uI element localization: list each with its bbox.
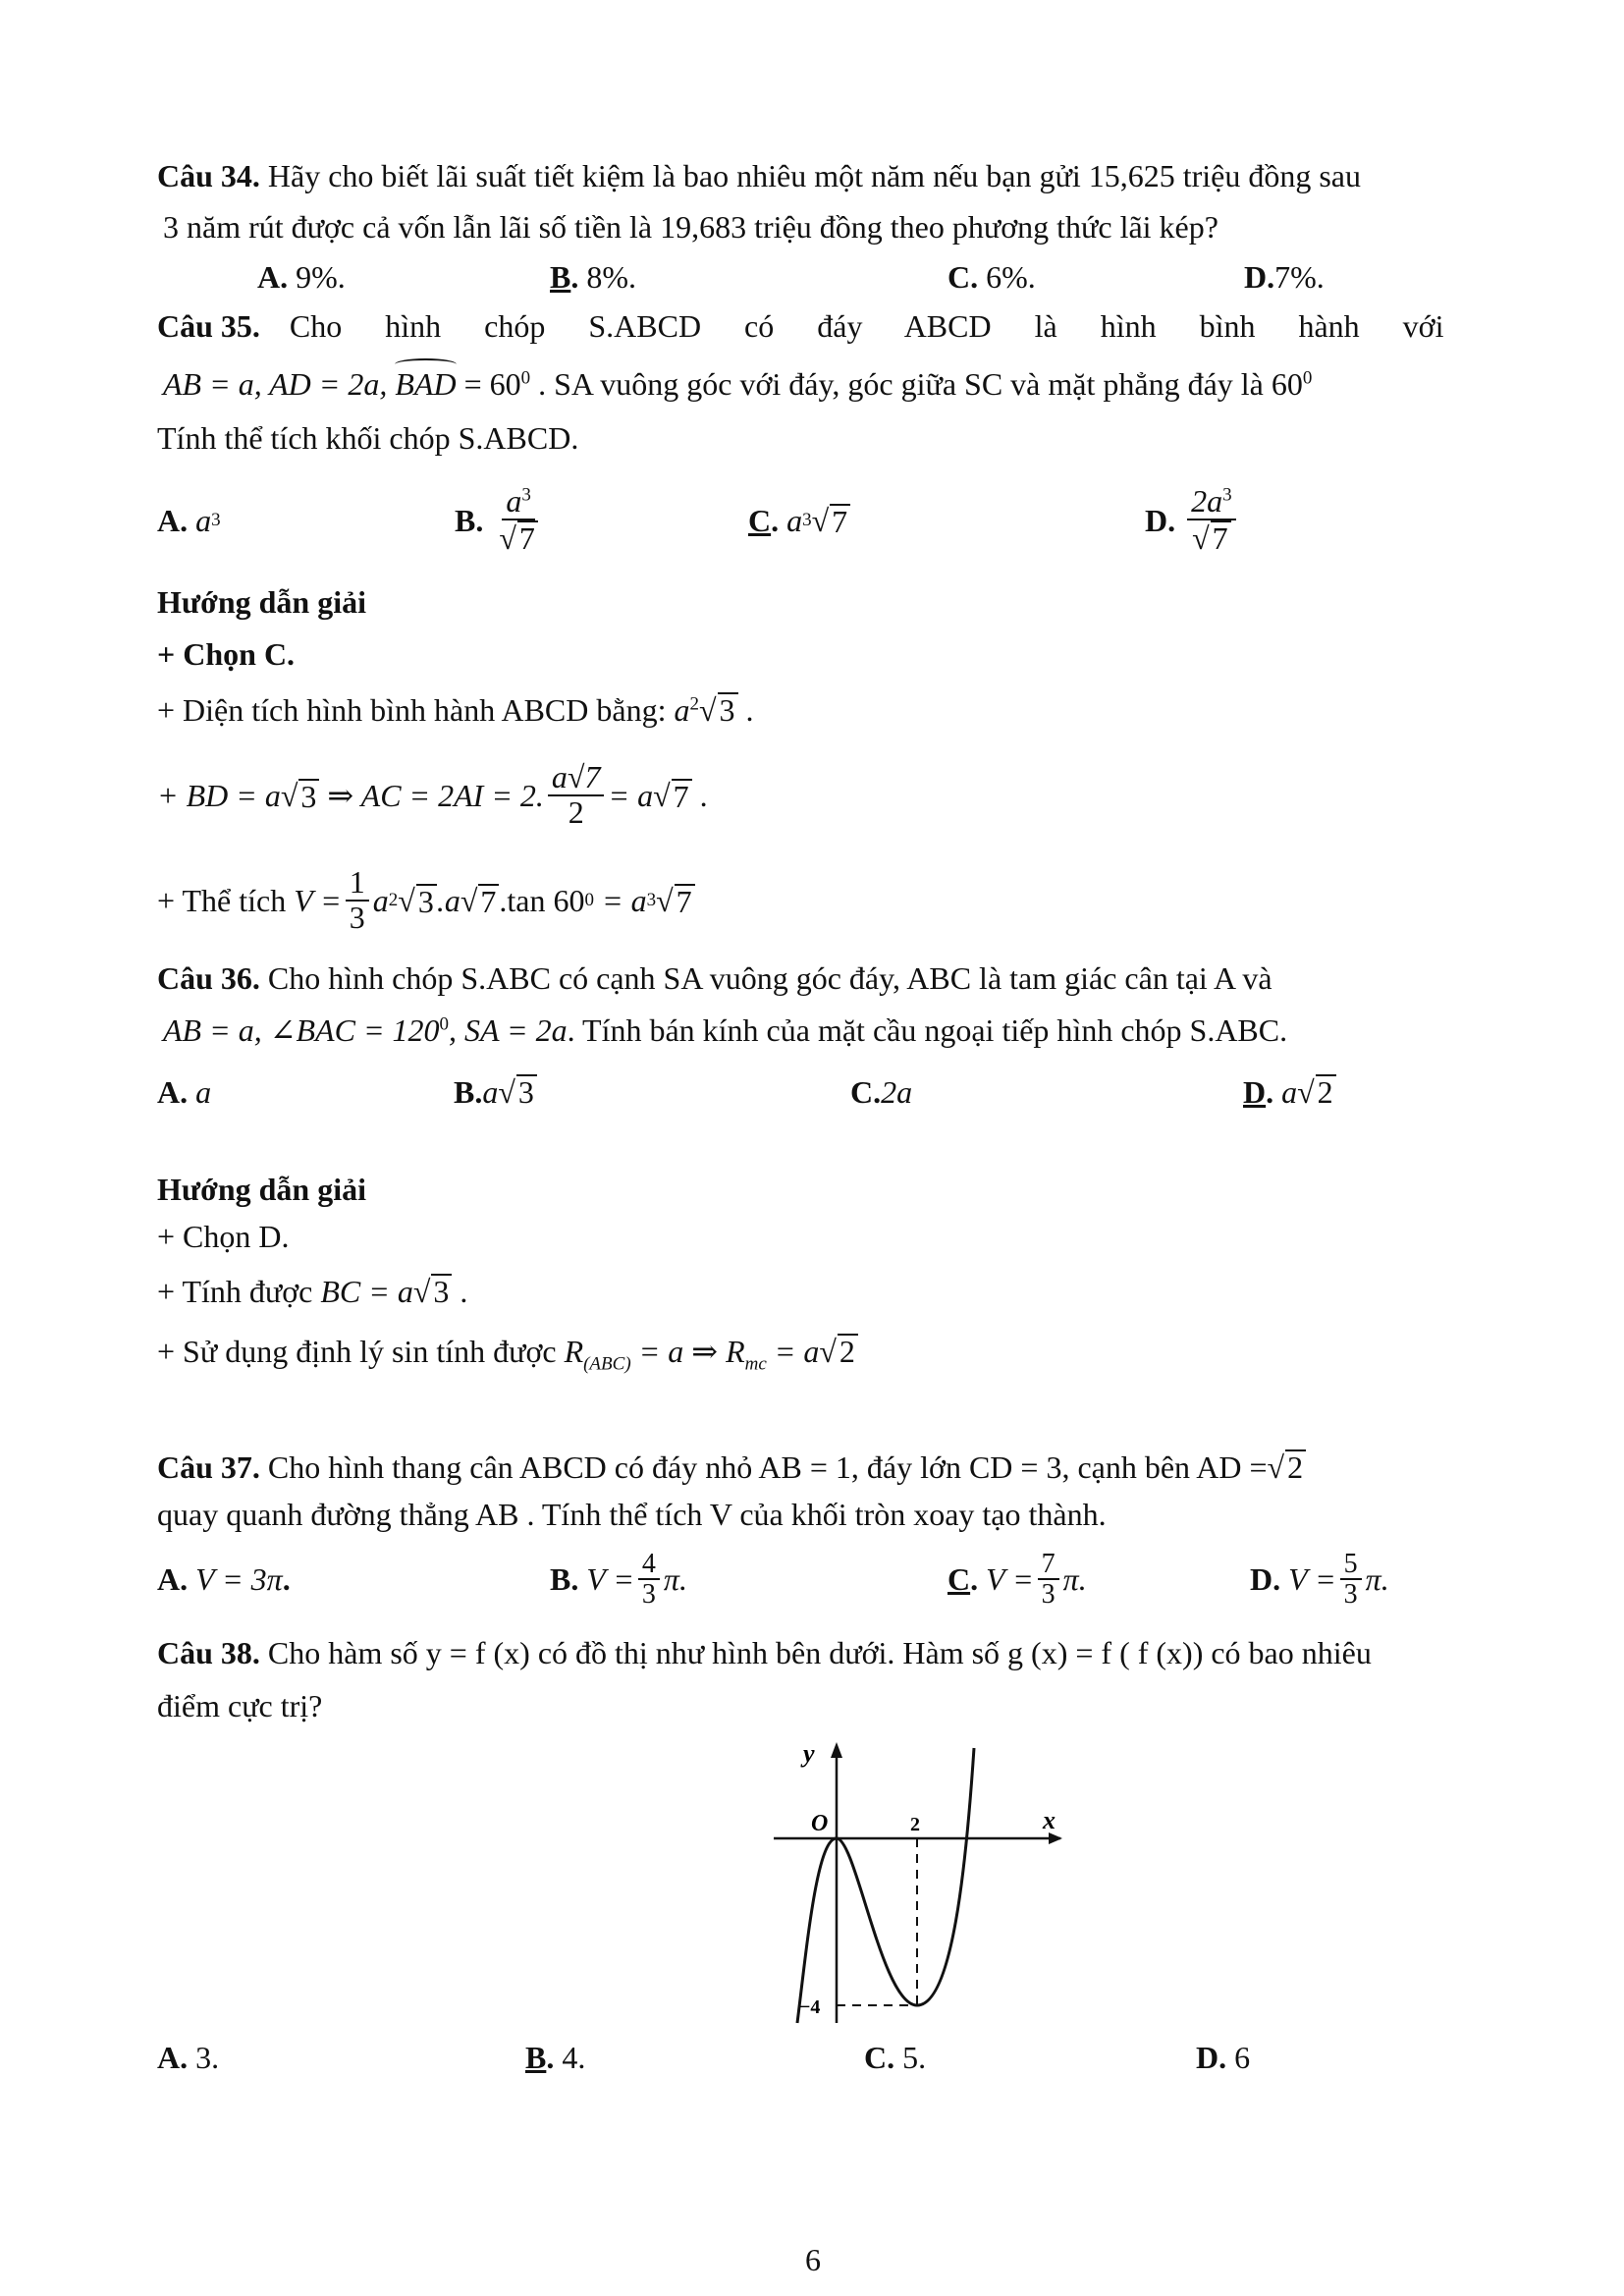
q35-step1: + Diện tích hình bình hành ABCD bằng: $a^2√3$ . bbox=[157, 692, 754, 728]
q34-option-a: A. 9%. bbox=[257, 259, 346, 295]
q34-option-d: D.7%. bbox=[1244, 259, 1325, 295]
q37-line1: Câu 37. Cho hình thang cân ABCD có đáy nhỏ AB = 1, đáy lớn CD = 3, cạnh bên AD =√2 bbox=[157, 1449, 1306, 1486]
q38-option-c: C. 5. bbox=[864, 2040, 927, 2075]
q36-label: Câu 36. bbox=[157, 960, 260, 996]
q35-guide-title: Hướng dẫn giải bbox=[157, 584, 366, 620]
y-tick-label: −4 bbox=[799, 1996, 821, 2018]
q35-option-a: A. a 3 bbox=[157, 502, 221, 538]
q37-option-a: A. V = 3π . bbox=[157, 1560, 291, 1597]
q35-option-c: C . a 3 √ 7 bbox=[748, 471, 850, 570]
q38-option-b: B. 4. bbox=[525, 2040, 586, 2075]
q35-option-b-fraction: $\frac{a^3}{√7}$ bbox=[495, 485, 542, 555]
q35-step2: + BD = a √ 3 ⇒ AC = 2AI = 2. $\frac{a√7}{2}$ = a √ 7 . bbox=[157, 759, 708, 830]
q35-choose: + Chọn C. bbox=[157, 636, 296, 672]
function-curve bbox=[797, 1748, 974, 2023]
q36-guide-title: Hướng dẫn giải bbox=[157, 1172, 366, 1207]
q38-option-a: A. 3. bbox=[157, 2040, 220, 2075]
q35-option-d: D. $\frac{2a^3}{√7}$ bbox=[1145, 471, 1240, 570]
q35-label: Câu 35. bbox=[157, 308, 260, 344]
origin-label: O bbox=[811, 1811, 829, 1836]
q35-option-b: B. $\frac{a^3}{√7}$ bbox=[455, 471, 546, 570]
q35-step3: + Thể tích V = $\frac{1}{3}$ a 2 √ 3 .a √ 7 .tan 60 0 = a 3 √ 7 bbox=[157, 851, 695, 950]
q35-text1: Cho hình chóp S.ABCD có đáy ABCD là hình bình hành với bbox=[289, 308, 1444, 344]
x-tick-label: 2 bbox=[910, 1814, 920, 1835]
q34-line1 bbox=[157, 157, 1361, 194]
q36-step1: + Tính được BC = a√3 . bbox=[157, 1274, 468, 1309]
q36-text1: Cho hình chóp S.ABC có cạnh SA vuông góc đáy, ABC là tam giác cân tại A và bbox=[267, 960, 1272, 996]
q37-option-b-fraction: $\frac{4}{3}$ bbox=[638, 1550, 660, 1610]
q36-line1 bbox=[157, 959, 1272, 997]
q37-option-c: C . V = $\frac{7}{3}$ π. bbox=[947, 1548, 1087, 1610]
q37-option-d-fraction: $\frac{5}{3}$ bbox=[1340, 1550, 1362, 1610]
q36-step2: + Sử dụng định lý sin tính được $R_{(ABC)} = a$ ⇒ $R_{mc} = a√2$ bbox=[157, 1333, 858, 1376]
angle-bad: BAD bbox=[395, 366, 457, 402]
q38-line2: điểm cực trị? bbox=[157, 1688, 323, 1723]
q38-text1: Cho hàm số y = f (x) có đồ thị như hình bên dưới. Hàm số g (x) = f ( f (x)) có bao nhiêu bbox=[267, 1635, 1372, 1670]
x-label: x bbox=[1043, 1806, 1056, 1834]
q35-line1 bbox=[157, 307, 1483, 345]
q36-choose: + Chọn D. bbox=[157, 1219, 290, 1254]
q37-option-b: B. V = $\frac{4}{3}$ π. bbox=[550, 1548, 687, 1610]
y-axis-arrow-icon bbox=[831, 1742, 842, 1758]
q34-line2: 3 năm rút được cả vốn lẫn lãi số tiền là 19,683 triệu đồng theo phương thức lãi kép? bbox=[163, 209, 1218, 245]
q36-line2: AB = a, ∠BAC = $120^0$, SA = 2a. Tính bán kính của mặt cầu ngoại tiếp hình chóp S.ABC. bbox=[163, 1012, 1288, 1048]
q36-option-c: C.2a bbox=[850, 1074, 913, 1110]
q34-text1: Hãy cho biết lãi suất tiết kiệm là bao nhiêu một năm nếu bạn gửi 15,625 triệu đồng sau bbox=[267, 158, 1361, 193]
q35-step2-fraction: $\frac{a√7}{2}$ bbox=[548, 761, 605, 829]
q38-label: Câu 38. bbox=[157, 1635, 260, 1670]
q34-option-c: C. 6%. bbox=[947, 259, 1036, 295]
q38-graph bbox=[756, 1728, 1070, 2033]
q36-option-d: D. a√2 bbox=[1243, 1073, 1336, 1111]
q36-option-a: A. a bbox=[157, 1074, 212, 1110]
q35-line2: AB = a, AD = 2a, BAD = $60^0$ . SA vuông góc với đáy, góc giữa SC và mặt phẳng đáy là $60^0$ bbox=[163, 366, 1313, 402]
page-number: 6 bbox=[805, 2242, 821, 2277]
q37-option-d: D. V = $\frac{5}{3}$ π. bbox=[1250, 1548, 1389, 1610]
q35-option-d-fraction: $\frac{2a^3}{√7}$ bbox=[1187, 485, 1236, 555]
q37-label: Câu 37. bbox=[157, 1449, 260, 1485]
q38-option-d: D. 6 bbox=[1196, 2040, 1251, 2075]
q34-label: Câu 34. bbox=[157, 158, 260, 193]
q38-line1 bbox=[157, 1634, 1372, 1671]
q34-option-b: B. 8%. bbox=[550, 259, 636, 295]
q37-option-c-fraction: $\frac{7}{3}$ bbox=[1038, 1550, 1059, 1610]
q37-line2: quay quanh đường thẳng AB . Tính thể tích V của khối tròn xoay tạo thành. bbox=[157, 1497, 1107, 1532]
y-label: y bbox=[803, 1739, 815, 1768]
q35-step3-fraction: $\frac{1}{3}$ bbox=[346, 866, 369, 934]
q36-option-b: B.a√3 bbox=[454, 1073, 537, 1111]
q35-line3: Tính thể tích khối chóp S.ABCD. bbox=[157, 420, 579, 456]
q37-text1: Cho hình thang cân ABCD có đáy nhỏ AB = 1, đáy lớn CD = 3, cạnh bên AD = bbox=[267, 1449, 1268, 1485]
